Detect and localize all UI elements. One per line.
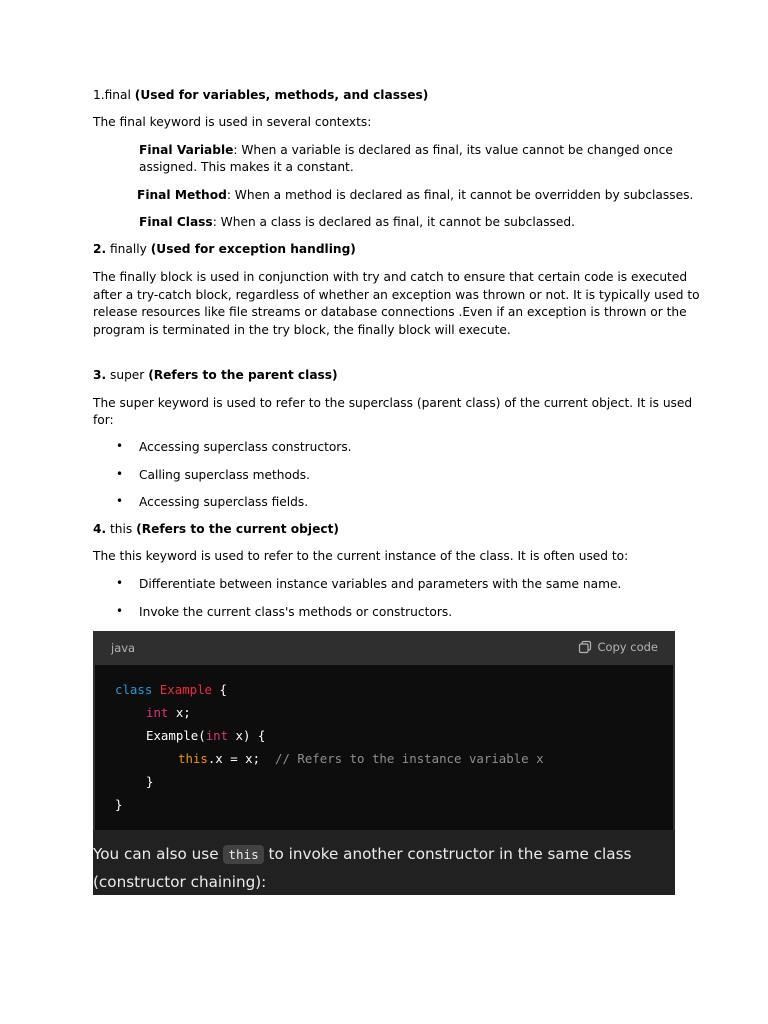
code-line-4 bbox=[178, 751, 544, 766]
heading-number: 2. bbox=[93, 242, 107, 256]
code-line-2 bbox=[146, 705, 191, 720]
inline-code: this bbox=[223, 845, 263, 864]
code-token-text: .x = x; bbox=[207, 751, 261, 766]
code-line-5 bbox=[146, 774, 153, 789]
bullet-icon: • bbox=[116, 576, 124, 590]
finally-line-2: after a try-catch block, regardless of whether an exception was thrown or not. It is typically used to bbox=[93, 288, 700, 302]
term-final-variable: Final Variable bbox=[139, 143, 234, 157]
this-intro: The this keyword is used to refer to the current instance of the class. It is often used to: bbox=[93, 549, 629, 563]
definition-text: : When a class is declared as final, it cannot be subclassed. bbox=[212, 215, 576, 229]
heading-number: 4. bbox=[93, 522, 107, 536]
code-line-6 bbox=[115, 797, 122, 812]
code-token-brace: } bbox=[146, 774, 154, 789]
term-final-class: Final Class bbox=[139, 215, 213, 229]
snippet-text: You can also use bbox=[93, 845, 224, 863]
definition-text: : When a method is declared as final, it cannot be overridden by subclasses. bbox=[226, 188, 694, 202]
term-final-method: Final Method bbox=[137, 188, 227, 202]
snippet-line-1 bbox=[93, 845, 631, 863]
heading-number: 3. bbox=[93, 368, 107, 382]
copy-code-label: Copy code bbox=[597, 640, 658, 654]
copy-code-button[interactable] bbox=[578, 640, 658, 654]
definition-text: : When a variable is declared as final, its value cannot be changed once bbox=[233, 143, 673, 157]
code-token-type: int bbox=[205, 728, 229, 743]
code-token-ctor: Example( bbox=[146, 728, 206, 743]
code-block bbox=[93, 631, 675, 895]
code-token-keyword: class bbox=[115, 682, 153, 697]
code-token-text: x; bbox=[168, 705, 191, 720]
code-body bbox=[95, 665, 673, 830]
list-item: Accessing superclass fields. bbox=[139, 495, 309, 509]
list-item: Differentiate between instance variables and parameters with the same name. bbox=[139, 577, 622, 591]
finally-line-1: The finally block is used in conjunction with try and catch to ensure that certain code is executed bbox=[93, 270, 688, 284]
list-item: Calling superclass methods. bbox=[139, 468, 310, 482]
final-intro: The final keyword is used in several contexts: bbox=[93, 115, 372, 129]
bullet-icon: • bbox=[116, 439, 124, 453]
code-header bbox=[93, 631, 675, 665]
heading-bold-text: (Used for exception handling) bbox=[150, 242, 356, 256]
code-token-type: int bbox=[146, 705, 169, 720]
finally-line-3: release resources like file streams or database connections .Even if an exception is thrown or the bbox=[93, 305, 687, 319]
list-item: Invoke the current class's methods or constructors. bbox=[139, 605, 453, 619]
code-token-comment: // Refers to the instance variable x bbox=[274, 751, 544, 766]
heading-word: this bbox=[106, 522, 137, 536]
code-token-brace: } bbox=[115, 797, 123, 812]
final-variable-line2: assigned. This makes it a constant. bbox=[139, 160, 354, 174]
super-line-2: for: bbox=[93, 413, 114, 427]
code-token-class-name: Example bbox=[159, 682, 212, 697]
copy-icon bbox=[578, 640, 592, 654]
heading-this bbox=[93, 521, 339, 539]
heading-bold-text: (Refers to the current object) bbox=[136, 522, 339, 536]
heading-bold-text: (Used for variables, methods, and classes) bbox=[134, 88, 429, 102]
finally-line-4: program is terminated in the try block, the finally block will execute. bbox=[93, 323, 511, 337]
list-item: Accessing superclass constructors. bbox=[139, 440, 352, 454]
heading-word: finally bbox=[106, 242, 151, 256]
bullet-icon: • bbox=[116, 494, 124, 508]
code-token-this: this bbox=[178, 751, 208, 766]
final-method-line bbox=[137, 187, 693, 205]
bullet-icon: • bbox=[116, 604, 124, 618]
heading-word: super bbox=[106, 368, 149, 382]
heading-final bbox=[93, 87, 428, 105]
final-class-line bbox=[139, 214, 575, 232]
chat-text-snippet bbox=[93, 830, 675, 895]
code-line-1 bbox=[115, 682, 227, 697]
heading-super bbox=[93, 367, 338, 385]
heading-bold-text: (Refers to the parent class) bbox=[148, 368, 338, 382]
code-line-3 bbox=[146, 728, 265, 743]
snippet-line-2: (constructor chaining): bbox=[93, 873, 267, 891]
code-token-text: x) { bbox=[228, 728, 266, 743]
snippet-text: to invoke another constructor in the same class bbox=[263, 845, 632, 863]
code-token-brace: { bbox=[212, 682, 227, 697]
code-language-label: java bbox=[111, 641, 136, 655]
final-variable-line1 bbox=[139, 142, 673, 160]
super-line-1: The super keyword is used to refer to the superclass (parent class) of the current object. It is used bbox=[93, 396, 693, 410]
heading-number: 1.final bbox=[93, 88, 131, 102]
bullet-icon: • bbox=[116, 467, 124, 481]
heading-finally bbox=[93, 241, 356, 259]
